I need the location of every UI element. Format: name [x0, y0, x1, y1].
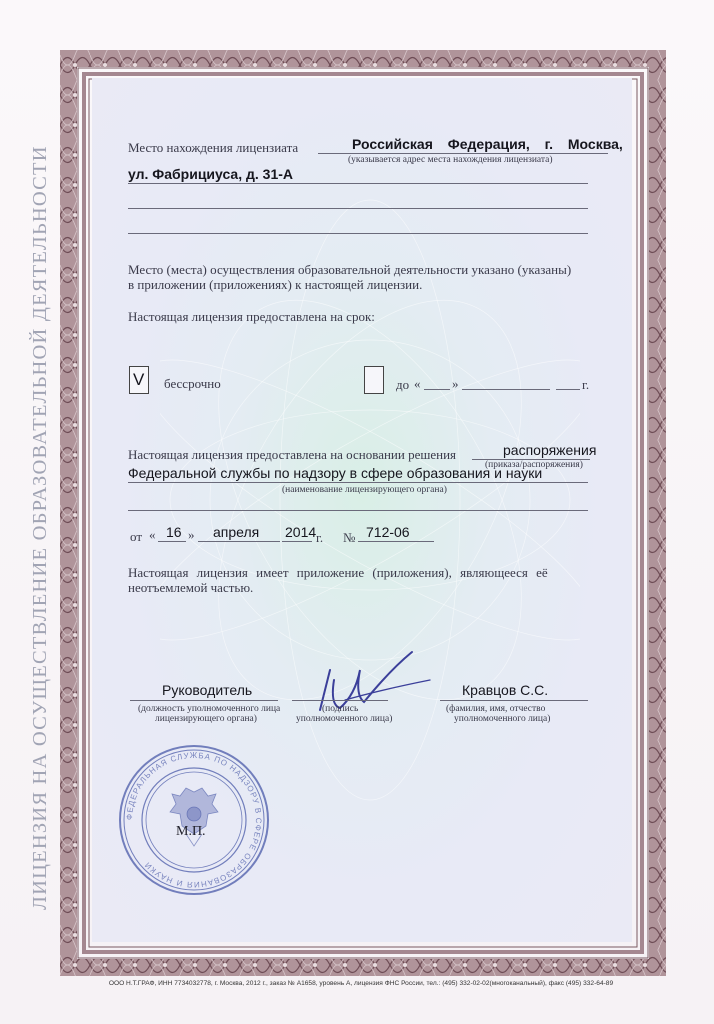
signer-position: Руководитель [162, 682, 253, 698]
until-quote-open: « [414, 376, 421, 391]
activity-place-line-2: в приложении (приложениях) к настоящей лицензии. [128, 277, 423, 292]
location-line-1 [318, 153, 608, 154]
date-from: от [130, 529, 143, 544]
until-month-line [462, 389, 550, 390]
indefinite-label: бессрочно [164, 376, 221, 391]
location-line-2 [128, 183, 588, 184]
date-year-suffix: г. [316, 530, 324, 545]
date-month: апреля [213, 524, 260, 540]
until-prefix: до [396, 377, 410, 392]
side-title-text: ЛИЦЕНЗИЯ НА ОСУЩЕСТВЛЕНИЕ ОБРАЗОВАТЕЛЬНОЙ ДЕЯТЕЛЬНОСТИ [29, 145, 51, 910]
date-quote-close: » [188, 527, 195, 542]
printer-footer: ООО Н.Т.ГРАФ, ИНН 7734032778, г. Москва, 2012 г., заказ № А1658, уровень А, лицензия ФНС России, тел.: (495) 332-02-02(многоканальный), факс (495) 332-64-89 [108, 980, 614, 987]
date-number-line [358, 541, 434, 542]
until-year-line [556, 389, 580, 390]
location-value-line-1: Российская Федерация, г. Москва, [352, 136, 623, 152]
basis-organ-line [128, 482, 588, 483]
basis-decision-type: распоряжения [503, 442, 597, 458]
official-stamp [116, 742, 272, 898]
signer-position-line [130, 700, 278, 701]
date-year: 2014 [285, 524, 317, 540]
location-line-4 [128, 233, 588, 234]
date-month-line [198, 541, 280, 542]
basis-label: Настоящая лицензия предоставлена на основании решения [128, 447, 457, 462]
signature-line [292, 700, 388, 701]
until-year-suffix: г. [582, 377, 590, 392]
term-label: Настоящая лицензия предоставлена на срок: [128, 309, 375, 324]
date-day-line [158, 541, 186, 542]
until-checkbox [364, 366, 384, 394]
appendix-line-1: Настоящая лицензия имеет приложение (приложения), являющееся её [128, 565, 548, 580]
date-year-line [282, 541, 312, 542]
stamp-ring-text: ФЕДЕРАЛЬНАЯ СЛУЖБА ПО НАДЗОРУ В СФЕРЕ ОБРАЗОВАНИЯ И НАУКИ [124, 750, 264, 890]
signer-name: Кравцов С.С. [462, 682, 549, 698]
side-title [16, 120, 56, 920]
signer-name-hint-1: (фамилия, имя, отчество [446, 704, 546, 714]
signer-position-hint-2: лицензирующего органа) [155, 714, 257, 724]
check-mark: V [133, 370, 145, 389]
basis-organ: Федеральной службы по надзору в сфере образования и науки [128, 465, 543, 481]
basis-extra-line [128, 510, 588, 511]
signer-position-hint-1: (должность уполномоченного лица [138, 704, 281, 714]
date-number: 712-06 [366, 524, 410, 540]
stamp-mp: М.П. [176, 824, 206, 839]
indefinite-checkbox [129, 366, 149, 394]
until-day-line [424, 389, 450, 390]
basis-organ-hint: (наименование лицензирующего органа) [282, 485, 447, 495]
date-day: 16 [166, 524, 182, 540]
signature-hint-2: уполномоченного лица) [296, 714, 393, 724]
basis-decision-hint: (приказа/распоряжения) [485, 460, 583, 470]
location-label: Место нахождения лицензиата [128, 140, 299, 155]
location-hint: (указывается адрес места нахождения лицензиата) [348, 155, 553, 165]
date-number-sign: № [343, 530, 356, 545]
signature-hint-1: (подпись [322, 704, 359, 714]
activity-place-line-1: Место (места) осуществления образовательной деятельности указано (указаны) [128, 262, 572, 277]
location-line-3 [128, 208, 588, 209]
signer-name-hint-2: уполномоченного лица) [454, 714, 551, 724]
until-quote-close: » [452, 376, 459, 391]
appendix-line-2: неотъемлемой частью. [128, 580, 254, 595]
date-quote-open: « [149, 527, 156, 542]
location-value-line-2: ул. Фабрициуса, д. 31-А [128, 166, 293, 182]
signer-name-line [440, 700, 588, 701]
